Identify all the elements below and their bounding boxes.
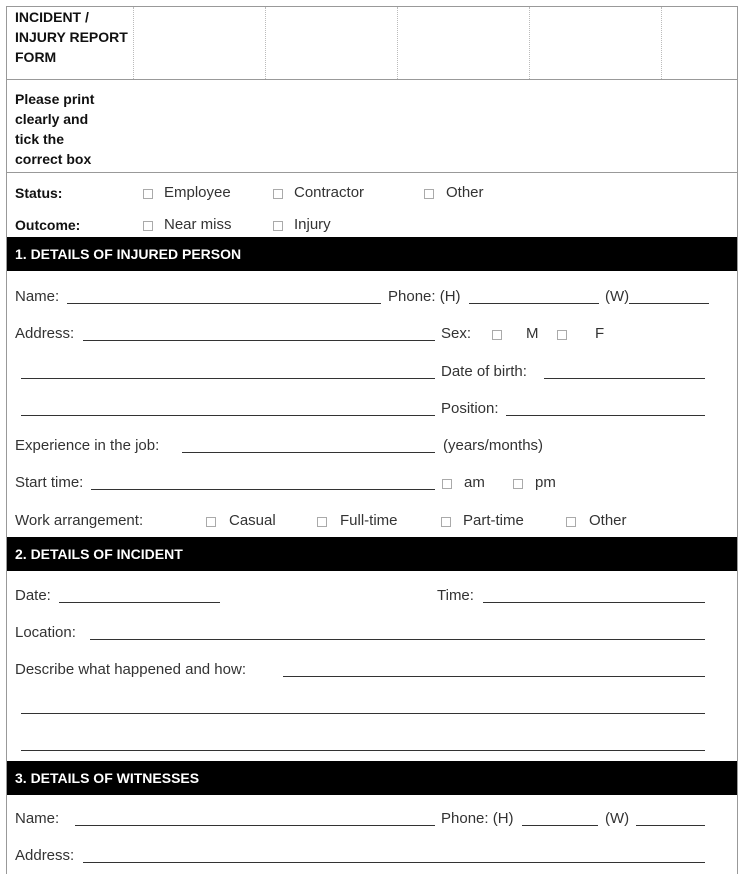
outcome-near-miss-label: Near miss [164,216,232,233]
work-part-time-checkbox[interactable] [441,517,451,527]
incident-date-label: Date: [15,587,51,604]
grid-divider [265,7,266,79]
dob-label: Date of birth: [441,363,527,380]
dob-field[interactable] [544,378,705,379]
outcome-injury-checkbox[interactable] [273,221,283,231]
injured-phone-work-label: (W) [605,288,630,305]
form-title [15,7,128,67]
pm-checkbox[interactable] [513,479,523,489]
sex-f-label: F [595,325,605,342]
describe-label: Describe what happened and how: [15,661,246,678]
witness-phone-home-field[interactable] [522,825,598,826]
instruction-line: correct box [15,151,92,167]
instruction-line: clearly and [15,111,89,127]
injured-phone-work-field[interactable] [629,303,709,304]
work-full-time-label: Full-time [340,512,398,529]
witness-name-field[interactable] [75,825,435,826]
form-title-line: INJURY REPORT [15,29,128,45]
status-label: Status: [15,185,63,201]
instruction-line: tick the [15,131,65,147]
status-employee-label: Employee [164,184,231,201]
injured-address-line-2[interactable] [21,378,435,379]
grid-divider [661,7,662,79]
grid-divider [397,7,398,79]
outcome-injury-label: Injury [294,216,331,233]
experience-unit: (years/months) [443,437,544,454]
instructions [15,89,94,169]
incident-time-label: Time: [437,587,474,604]
describe-line-3[interactable] [21,750,705,751]
witness-phone-home-label: Phone: (H) [441,810,514,827]
work-other-label: Other [589,512,627,529]
section-2-header: 2. DETAILS OF INCIDENT [7,537,737,571]
injured-address-label: Address: [15,325,75,342]
witness-address-label: Address: [15,847,75,864]
position-label: Position: [441,400,499,417]
injured-phone-home-field[interactable] [469,303,599,304]
work-full-time-checkbox[interactable] [317,517,327,527]
divider [7,172,737,173]
position-field[interactable] [506,415,705,416]
divider [7,79,737,80]
incident-report-form [6,6,738,874]
witness-phone-work-label: (W) [605,810,630,827]
work-part-time-label: Part-time [463,512,524,529]
start-time-field[interactable] [91,489,435,490]
injured-address-line-3[interactable] [21,415,435,416]
witness-address-field[interactable] [83,862,705,863]
am-label: am [464,474,485,491]
experience-field[interactable] [182,452,435,453]
section-3-header: 3. DETAILS OF WITNESSES [7,761,737,795]
witness-name-label: Name: [15,810,60,827]
section-1-header: 1. DETAILS OF INJURED PERSON [7,237,737,271]
describe-line-2[interactable] [21,713,705,714]
outcome-label: Outcome: [15,217,81,233]
start-time-label: Start time: [15,474,84,491]
sex-label: Sex: [441,325,472,342]
describe-field[interactable] [283,676,705,677]
injured-name-field[interactable] [67,303,381,304]
work-arrangement-label: Work arrangement: [15,512,144,529]
am-checkbox[interactable] [442,479,452,489]
sex-f-checkbox[interactable] [557,330,567,340]
grid-divider [133,7,134,79]
form-title-line: INCIDENT / [15,9,89,25]
status-other-checkbox[interactable] [424,189,434,199]
grid-divider [529,7,530,79]
incident-time-field[interactable] [483,602,705,603]
injured-name-label: Name: [15,288,60,305]
incident-location-label: Location: [15,624,76,641]
work-casual-label: Casual [229,512,276,529]
incident-date-field[interactable] [59,602,220,603]
work-other-checkbox[interactable] [566,517,576,527]
outcome-near-miss-checkbox[interactable] [143,221,153,231]
injured-address-field[interactable] [83,340,435,341]
status-contractor-label: Contractor [294,184,365,201]
sex-m-label: M [526,325,539,342]
work-casual-checkbox[interactable] [206,517,216,527]
injured-phone-home-label: Phone: (H) [388,288,461,305]
status-contractor-checkbox[interactable] [273,189,283,199]
incident-location-field[interactable] [90,639,705,640]
instruction-line: Please print [15,91,95,107]
sex-m-checkbox[interactable] [492,330,502,340]
status-other-label: Other [446,184,484,201]
experience-label: Experience in the job: [15,437,160,454]
witness-phone-work-field[interactable] [636,825,705,826]
form-title-line: FORM [15,49,57,65]
status-employee-checkbox[interactable] [143,189,153,199]
pm-label: pm [535,474,556,491]
